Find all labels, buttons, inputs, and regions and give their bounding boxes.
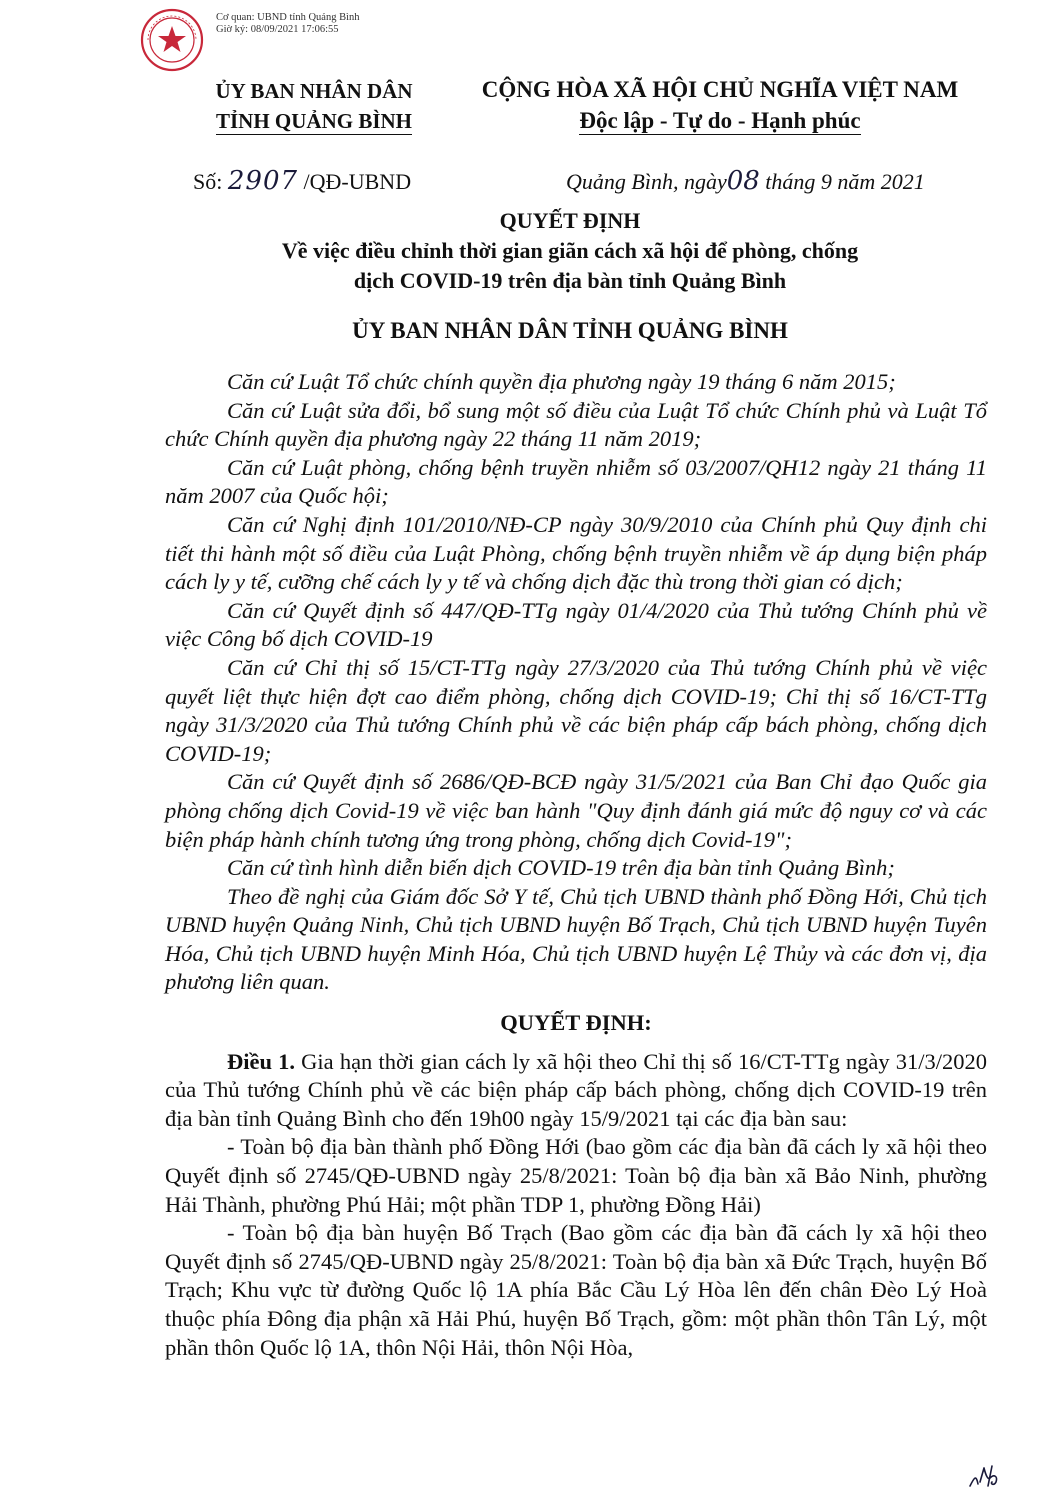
docno-handwritten: 2907 [227,166,299,196]
place-date-day: 08 [726,166,760,196]
basis-5: Căn cứ Quyết định số 447/QĐ-TTg ngày 01/4/2020 của Thủ tướng Chính phủ về việc Công bố dịch COVID-19 [165,597,987,652]
article-1-label: Điều 1. [227,1048,296,1074]
signature-time: Giờ ký: 08/09/2021 17:06:55 [216,24,339,35]
authority-heading: ỦY BAN NHÂN DÂN TỈNH QUẢNG BÌNH [352,318,788,343]
basis-7: Căn cứ Quyết định số 2686/QĐ-BCĐ ngày 31/5/2021 của Ban Chỉ đạo Quốc gia phòng chống dịch Covid-19 về việc ban hành "Quy định đánh giá mức độ nguy cơ và các biện pháp hành chính tương ứng trong phòng, chống dịch Covid-19"; [165,769,987,852]
nation-line1: CỘNG HÒA XÃ HỘI CHỦ NGHĨA VIỆT NAM [481,77,959,102]
basis-1: Căn cứ Luật Tổ chức chính quyền địa phương ngày 19 tháng 6 năm 2015; [227,369,896,394]
basis-9: Theo đề nghị của Giám đốc Sở Y tế, Chủ tịch UBND thành phố Đồng Hới, Chủ tịch UBND huyện Quảng Ninh, Chủ tịch UBND huyện Bố Trạch, Chủ tịch UBND huyện Tuyên Hóa, Chủ tịch UBND huyện Minh Hóa, Chủ tịch UBND huyện Lệ Thủy và các đơn vị, địa phương liên quan. [165,883,987,995]
basis-6: Căn cứ Chỉ thị số 15/CT-TTg ngày 27/3/2020 của Thủ tướng Chính phủ về việc quyết liệt thực hiện đợt cao điểm phòng, chống dịch COVID-19; Chỉ thị số 16/CT-TTg ngày 31/3/2020 của Thủ tướng Chính phủ về các biện pháp cấp bách phòng, chống dịch COVID-19; [165,654,987,766]
org-line2: TỈNH QUẢNG BÌNH [215,109,413,133]
basis-3: Căn cứ Luật phòng, chống bệnh truyền nhiễm số 03/2007/QH12 ngày 21 tháng 11 năm 2007 của Quốc hội; [165,454,987,509]
place-date-suffix: tháng 9 năm 2021 [759,169,925,194]
decision-title [170,206,970,296]
basis-8: Căn cứ tình hình diễn biến dịch COVID-19 trên địa bàn tỉnh Quảng Bình; [227,855,895,881]
docno-prefix: Số: [193,169,228,194]
basis-4: Căn cứ Nghị định 101/2010/NĐ-CP ngày 30/9/2010 của Chính phủ Quy định chi tiết thi hành một số điều của Luật Phòng, chống bệnh truyền nhiễm về áp dụng biện pháp cách ly y tế, cưỡng chế cách ly y tế và chống dịch đặc thù trong thời gian có dịch; [165,511,987,595]
document-number [193,166,411,196]
decision-heading: QUYẾT ĐỊNH: [500,1010,652,1036]
title-line1: QUYẾT ĐỊNH [499,208,641,233]
docno-suffix: /QĐ-UBND [298,169,412,194]
title-line2: Về việc điều chỉnh thời gian giãn cách xã hội để phòng, chống [281,238,859,263]
signature-agency: Cơ quan: UBND tỉnh Quảng Bình [216,12,360,23]
article-1-item-1: - Toàn bộ địa bàn thành phố Đồng Hới (bao gồm các địa bàn đã cách ly xã hội theo Quyết định số 2745/QĐ-UBND ngày 25/8/2021: Toàn bộ địa bàn xã Bảo Ninh, phường Hải Thành, phường Phú Hải; một phần TDP 1, phường Đồng Hải) [165,1134,987,1217]
article-1-item-2: - Toàn bộ địa bàn huyện Bố Trạch (Bao gồm các địa bàn đã cách ly xã hội theo Quyết định số 2745/QĐ-UBND ngày 25/8/2021: Toàn bộ địa bàn xã Đức Trạch, huyện Bố Trạch; Khu vực từ đường Quốc lộ 1A phía Bắc Cầu Lý Hòa lên đến chân Đèo Lý Hoà thuộc phía Đông địa phận xã Hải Phú, huyện Bố Trạch, gồm: một phần thôn Tân Lý, một phần thôn Quốc lộ 1A, thôn Nội Hải, thôn Nội Hòa, [165,1220,987,1360]
issuing-org [190,76,438,136]
document-body [165,368,987,1362]
nation-line2: Độc lập - Tự do - Hạnh phúc [579,108,861,133]
org-line1: ỦY BAN NHÂN DÂN [215,79,413,103]
initials-mark-icon [966,1458,1006,1492]
place-date-prefix: Quảng Bình, ngày [566,169,727,194]
place-date [566,166,925,196]
article-1-text: Gia hạn thời gian cách ly xã hội theo Chỉ thị số 16/CT-TTg ngày 31/3/2020 của Thủ tướng Chính phủ về các biện pháp cấp bách phòng, chống dịch COVID-19 trên địa bàn tỉnh Quảng Bình cho đến 19h00 ngày 15/9/2021 tại các địa bàn sau: [165,1048,987,1131]
national-motto [440,74,1000,136]
title-line3: dịch COVID-19 trên địa bàn tỉnh Quảng Bình [353,268,787,293]
basis-2: Căn cứ Luật sửa đổi, bổ sung một số điều của Luật Tổ chức Chính phủ và Luật Tổ chức Chính quyền địa phương ngày 22 tháng 11 năm 2019; [165,397,987,452]
article-1 [165,1048,987,1134]
signature-meta [216,12,360,36]
seal-icon [140,8,204,72]
